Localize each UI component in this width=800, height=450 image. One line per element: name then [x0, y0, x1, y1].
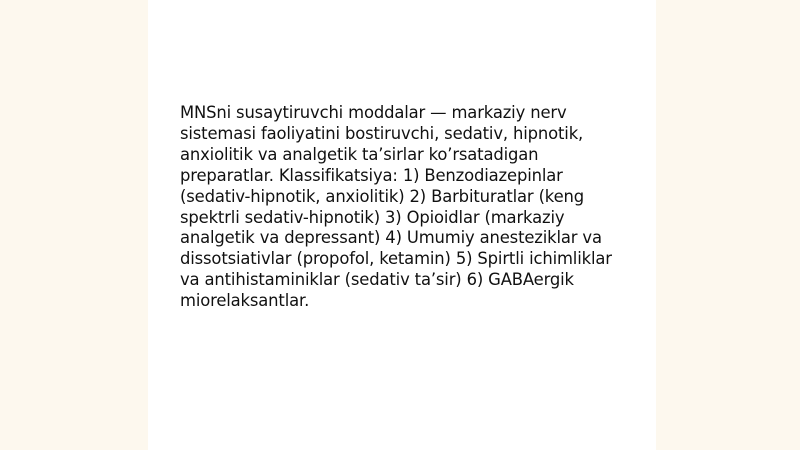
body-text: MNSni susaytiruvchi moddalar — markaziy nerv sistemasi faoliyatini bostiruvchi, sedativ, hipnotik, anxiolitik va analgetik ta’sirlar ko’rsatadigan preparatlar. Klassifikatsiya: 1) Benzodiazepinlar (sedativ-hipnotik, anxiolitik) 2) Barbituratlar (keng spektrli sedativ-hipnotik) 3) Opioidlar (markaziy analgetik va depressant) 4) Umumiy anesteziklar va dissotsiativlar (propofol, ketamin) 5) Spirtli ichimliklar va antihistaminiklar (sedativ ta’sir) 6) GABAergik miorelaksantlar.: [180, 103, 612, 311]
document-page: [148, 0, 656, 450]
